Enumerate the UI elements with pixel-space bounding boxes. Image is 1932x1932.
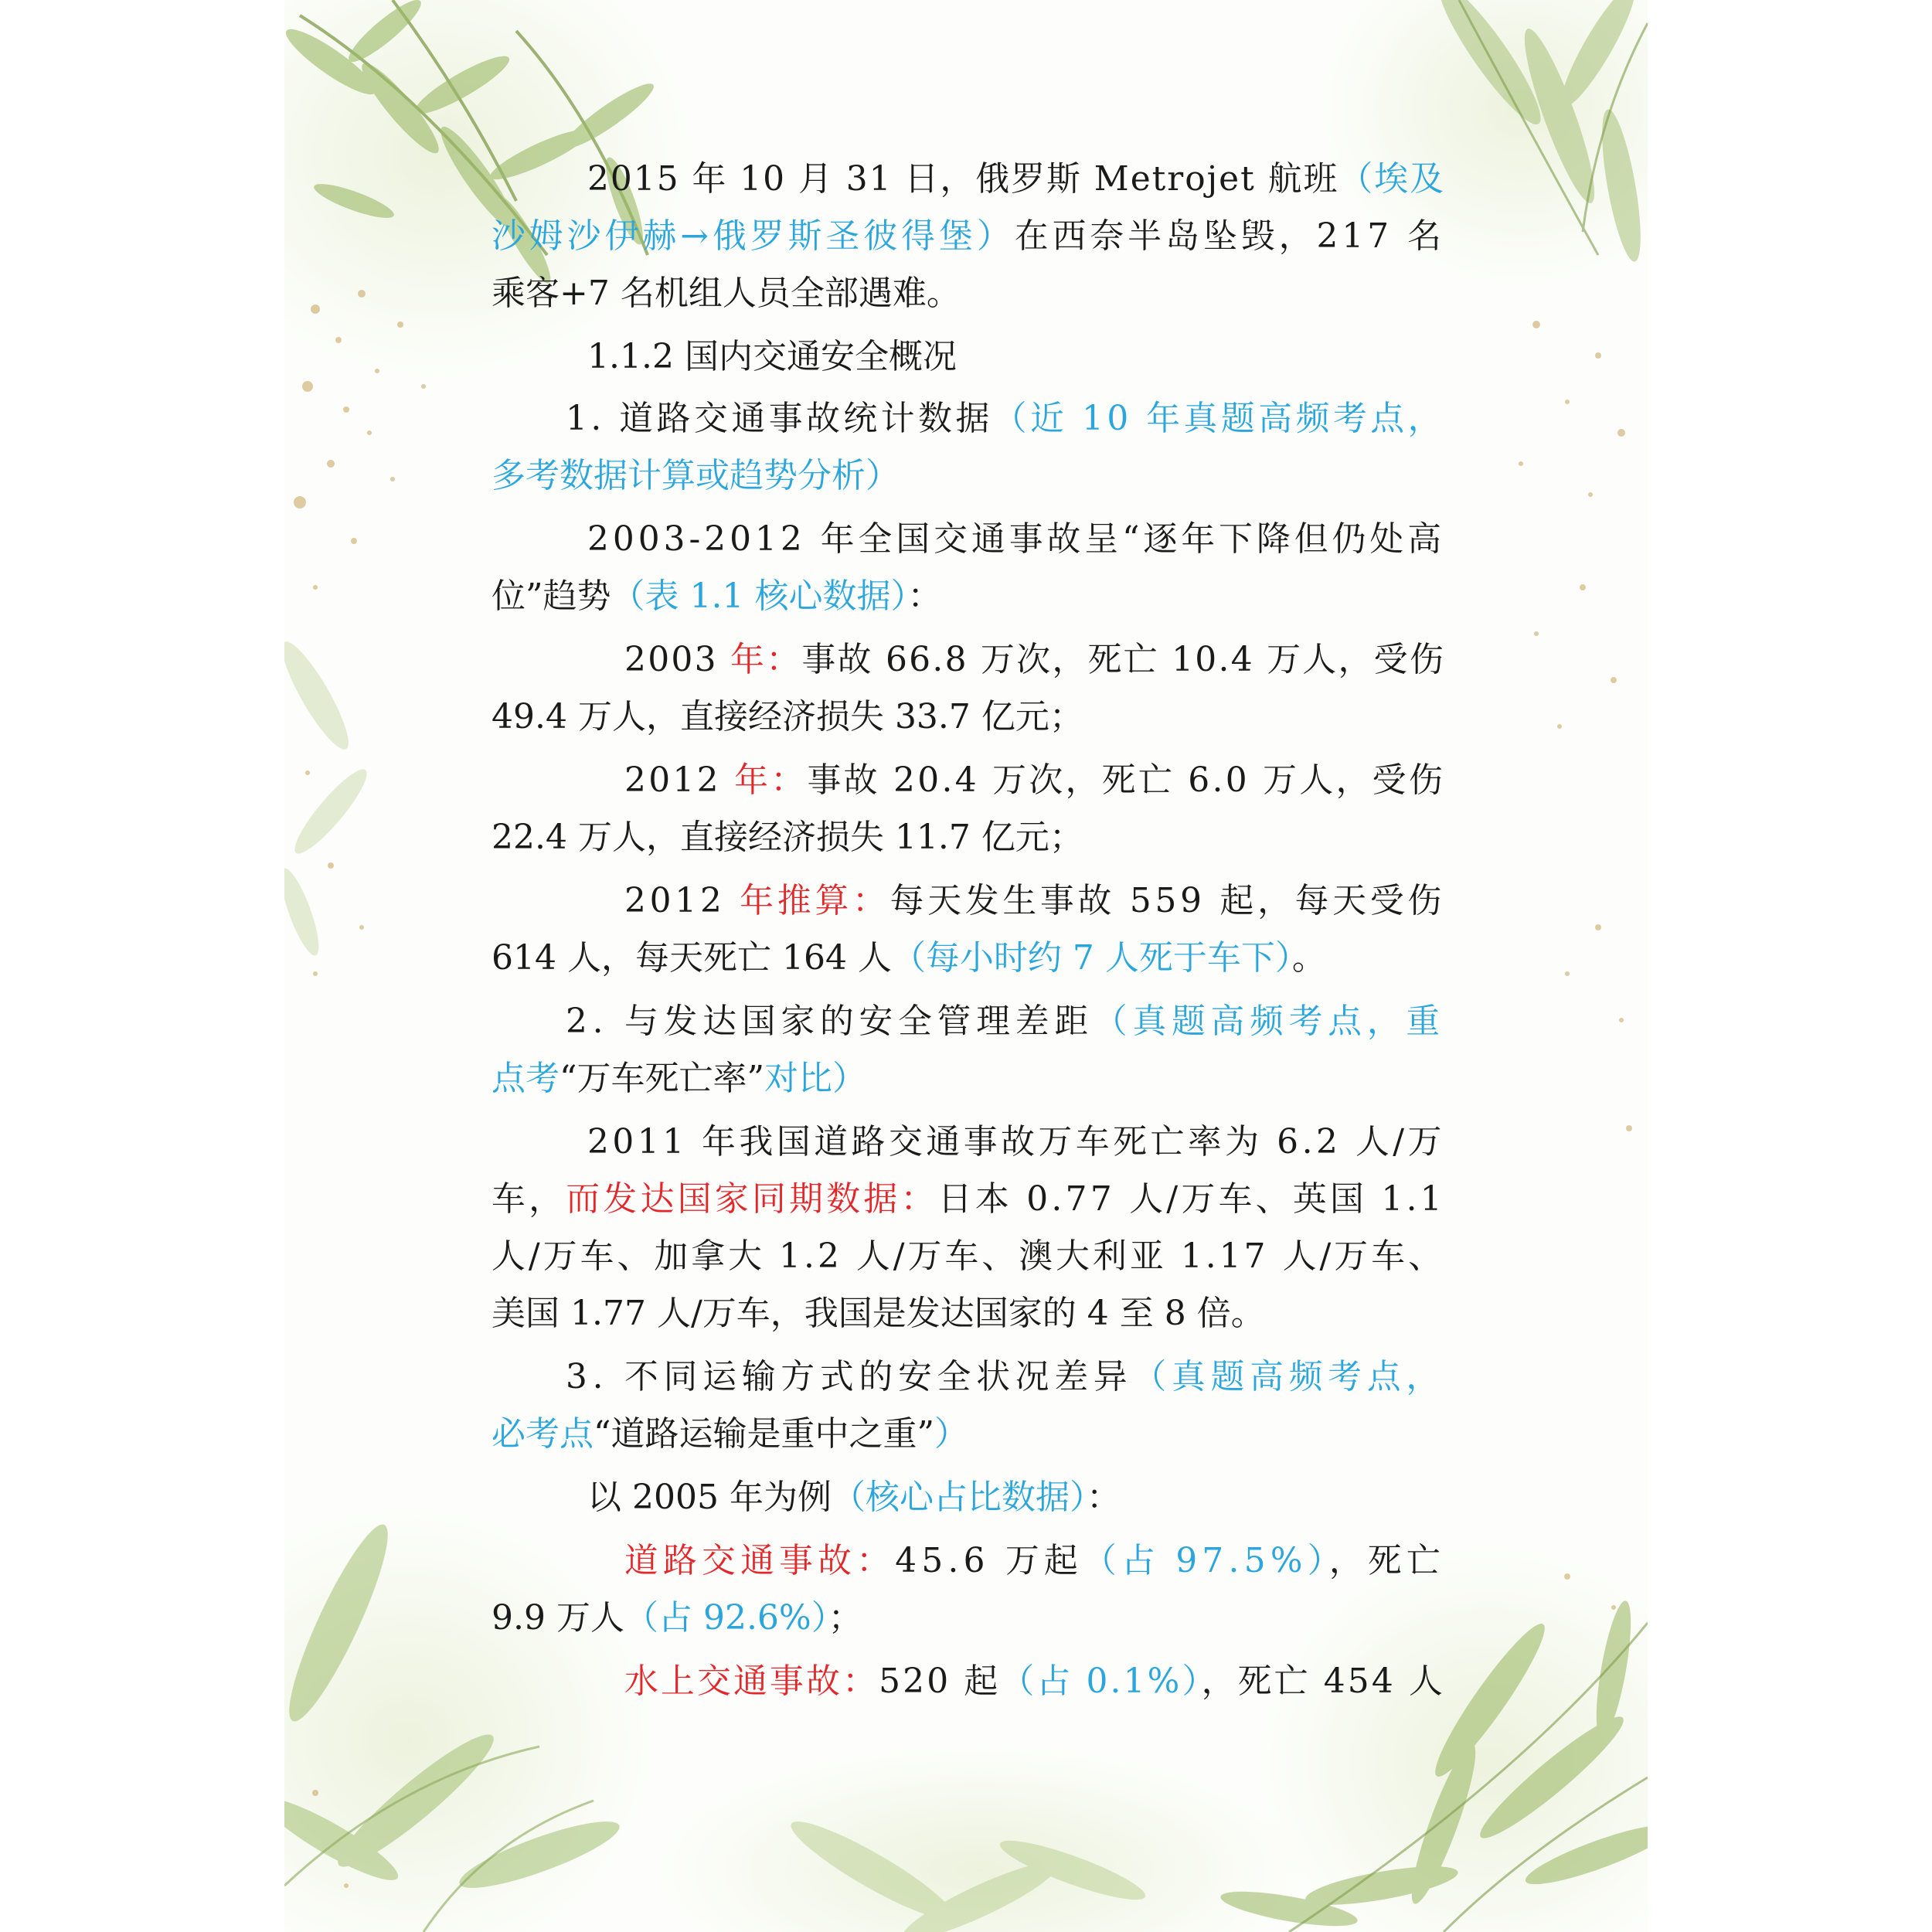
text-segment: 1. 道路交通事故统计数据 — [566, 399, 993, 438]
text-segment: 日本 0.77 人/万车、英国 1.1 — [937, 1179, 1445, 1219]
text-line — [492, 935, 1445, 981]
text-segment: 2015 年 10 月 31 日，俄罗斯 Metrojet 航班 — [587, 159, 1339, 199]
text-segment: 520 起 — [879, 1662, 1001, 1701]
text-segment: 事故 66.8 万次，死亡 10.4 万人，受伤 — [801, 640, 1445, 679]
text-segment: 每天发生事故 559 起，每天受伤 — [889, 881, 1445, 920]
text-segment: 人/万车、加拿大 1.2 人/万车、澳大利亚 1.17 人/万车、 — [492, 1236, 1445, 1276]
text-segment: 位”趋势 — [492, 577, 611, 616]
text-segment: 2012 — [624, 881, 740, 920]
text-segment: （埃及 — [1338, 159, 1445, 199]
text-segment: 车， — [492, 1179, 566, 1219]
text-segment: 多考数据计算或趋势分析） — [492, 456, 900, 495]
text-line — [492, 1354, 1445, 1400]
text-segment: ： — [907, 577, 942, 616]
text-line — [492, 516, 1445, 563]
text-segment: “万车死亡率” — [560, 1059, 764, 1098]
text-line — [492, 878, 1445, 924]
text-line — [492, 694, 1445, 740]
text-segment: （近 10 年真题高频考点， — [992, 399, 1445, 438]
text-segment: 2. 与发达国家的安全管理差距 — [566, 1002, 1094, 1041]
text-segment: “道路运输是重中之重” — [594, 1414, 934, 1454]
text-segment: （真题高频考点，重 — [1093, 1002, 1445, 1041]
text-line — [492, 1233, 1445, 1280]
text-segment: 45.6 万起 — [895, 1541, 1083, 1580]
text-segment: （表 1.1 核心数据） — [611, 577, 908, 616]
text-segment: 614 人，每天死亡 164 人 — [492, 938, 892, 978]
text-segment: （占 0.1%） — [1000, 1662, 1202, 1701]
text-segment: ，死亡 454 人 — [1201, 1662, 1445, 1701]
text-segment: 2011 年我国道路交通事故万车死亡率为 6.2 人/万 — [587, 1122, 1445, 1162]
text-segment: 9.9 万人 — [492, 1598, 624, 1638]
text-segment: ； — [828, 1598, 862, 1638]
text-segment: 而发达国家同期数据： — [566, 1179, 938, 1219]
text-segment: 1.1.2 国内交通安全概况 — [587, 337, 957, 376]
text-line — [492, 1291, 1445, 1337]
text-segment: 49.4 万人，直接经济损失 33.7 亿元； — [492, 697, 1083, 736]
text-segment: 2012 — [624, 760, 735, 800]
text-line — [492, 998, 1445, 1045]
text-line — [492, 1475, 1445, 1521]
text-line — [492, 573, 1445, 620]
text-segment: 必考点 — [492, 1414, 594, 1454]
text-line — [492, 815, 1445, 861]
text-segment: 事故 20.4 万次，死亡 6.0 万人，受伤 — [807, 760, 1445, 800]
text-line — [492, 453, 1445, 499]
text-line — [492, 334, 1445, 380]
text-line — [492, 637, 1445, 683]
text-segment: 美国 1.77 人/万车，我国是发达国家的 4 至 8 倍。 — [492, 1294, 1265, 1333]
text-line — [492, 396, 1445, 442]
text-segment: 对比） — [764, 1059, 866, 1098]
text-line — [492, 270, 1445, 317]
text-line — [492, 1411, 1445, 1458]
text-segment: 2003 — [624, 640, 731, 679]
text-segment: （占 92.6%） — [624, 1598, 828, 1638]
text-segment: ，死亡 — [1328, 1541, 1445, 1580]
text-segment: 在西奈半岛坠毁，217 名 — [1014, 216, 1445, 256]
text-segment: 年： — [730, 640, 802, 679]
text-segment: （占 97.5%） — [1083, 1541, 1329, 1580]
text-line — [492, 1595, 1445, 1641]
text-line — [492, 1056, 1445, 1102]
text-segment: ： — [1086, 1478, 1121, 1517]
text-line — [492, 1176, 1445, 1223]
text-line — [492, 757, 1445, 804]
text-segment: 点考 — [492, 1059, 560, 1098]
text-segment: ） — [934, 1414, 968, 1454]
text-line — [492, 1658, 1445, 1705]
text-segment: 道路交通事故： — [624, 1541, 896, 1580]
text-segment: 乘客+7 名机组人员全部遇难。 — [492, 274, 961, 313]
text-line — [492, 213, 1445, 260]
text-segment: 年： — [734, 760, 808, 800]
text-segment: （核心占比数据） — [831, 1478, 1087, 1517]
document-page — [284, 0, 1648, 1932]
text-line — [492, 1538, 1445, 1584]
text-segment: 年推算： — [740, 881, 890, 920]
text-segment: 3. 不同运输方式的安全状况差异 — [566, 1357, 1133, 1396]
text-segment: 2003-2012 年全国交通事故呈“逐年下降但仍处高 — [587, 519, 1445, 559]
text-segment: （真题高频考点， — [1132, 1357, 1445, 1396]
text-segment: 。 — [1291, 938, 1326, 978]
text-segment: （每小时约 7 人死于车下） — [891, 938, 1292, 978]
text-line — [492, 156, 1445, 202]
text-segment: 沙姆沙伊赫→俄罗斯圣彼得堡） — [492, 216, 1015, 256]
text-segment: 水上交通事故： — [624, 1662, 879, 1701]
text-line — [492, 1119, 1445, 1165]
text-segment: 22.4 万人，直接经济损失 11.7 亿元； — [492, 818, 1083, 857]
text-segment: 以 2005 年为例 — [587, 1478, 832, 1517]
